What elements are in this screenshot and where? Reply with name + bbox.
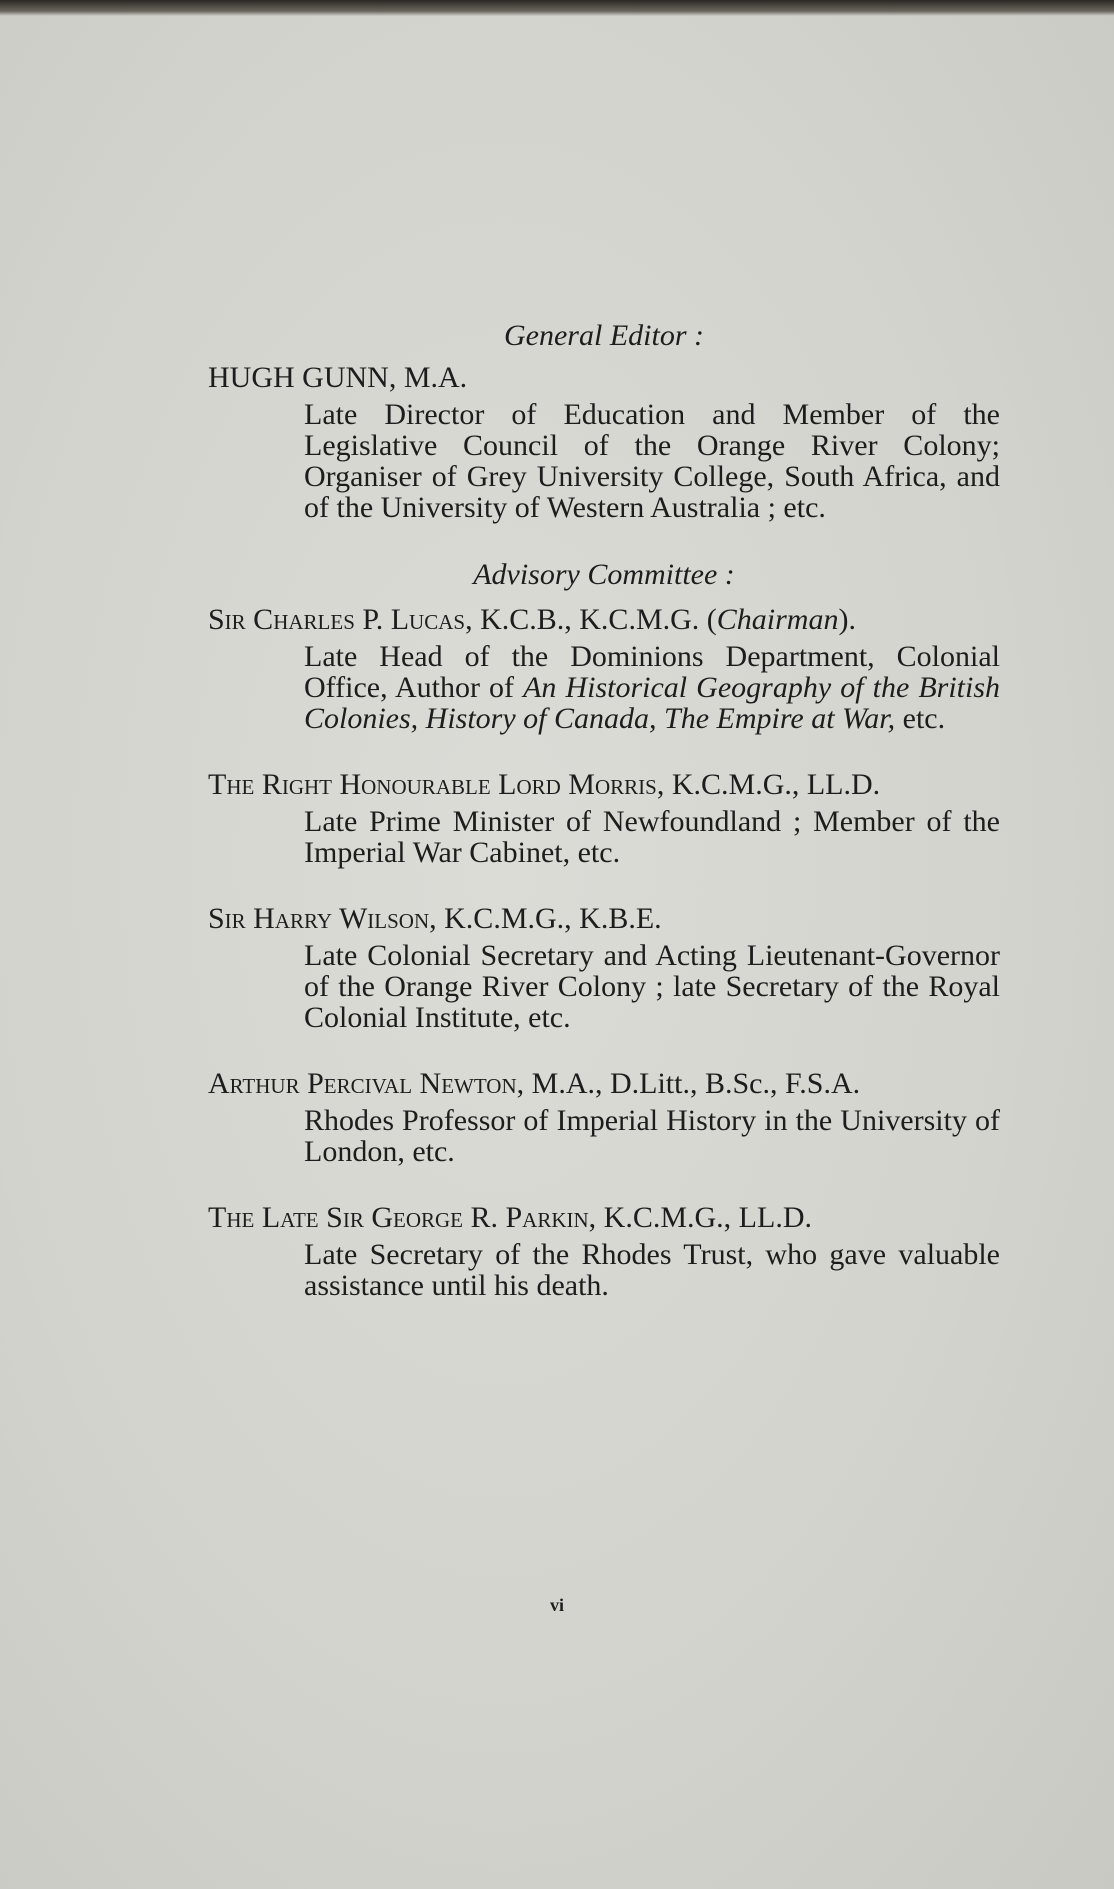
member-honours: K.C.M.G., K.B.E. — [444, 902, 662, 935]
committee-member-parkin — [208, 1202, 1000, 1301]
member-works: An Historical Geography of the British Colonies, History of Canada, The Empire at War, — [304, 671, 1000, 735]
member-description: Late Secretary of the Rhodes Trust, who gave valuable assistance until his death. — [304, 1238, 1000, 1302]
member-description: Rhodes Professor of Imperial History in the University of London, etc. — [304, 1104, 1000, 1168]
member-role: Chairman — [716, 603, 839, 636]
general-editor-heading: General Editor : — [504, 319, 704, 352]
general-editor-name: HUGH GUNN, M.A. — [208, 361, 468, 394]
member-name-line — [208, 604, 1000, 635]
general-editor-entry — [208, 362, 1000, 523]
member-role-open: ( — [706, 603, 717, 636]
member-name-line — [208, 903, 1000, 934]
member-name: The Late Sir George R. Parkin, — [208, 1201, 597, 1234]
member-honours: K.C.B., K.C.M.G. — [480, 603, 700, 636]
member-name-line — [208, 769, 1000, 800]
page-content — [208, 320, 1000, 1301]
member-name-line — [208, 1202, 1000, 1233]
member-name-line — [208, 1068, 1000, 1099]
member-honours: K.C.M.G., LL.D. — [603, 1201, 813, 1234]
committee-member-morris — [208, 769, 1000, 868]
page-top-edge — [0, 0, 1114, 16]
member-desc-outro: etc. — [902, 702, 946, 735]
member-description: Late Colonial Secretary and Acting Lieutenant-Governor of the Orange River Colony ; late Secretary of the Royal Colonial Institute, etc. — [304, 939, 1000, 1034]
member-name: The Right Honourable Lord Morris, — [208, 768, 665, 801]
committee-member-wilson — [208, 903, 1000, 1033]
committee-member-newton — [208, 1068, 1000, 1167]
member-role-close: ). — [838, 603, 856, 636]
member-name: Sir Harry Wilson, — [208, 902, 437, 935]
member-name: Sir Charles P. Lucas, — [208, 603, 473, 636]
page-number: vi — [549, 1595, 564, 1615]
member-name: Arthur Percival Newton, — [208, 1067, 525, 1100]
committee-member-lucas — [208, 604, 1000, 734]
general-editor-description: Late Director of Education and Member of the Legislative Council of the Orange River Colony; Organiser of Grey University College, South Africa, and of the University of Western Australia ; etc. — [304, 398, 1000, 524]
member-honours: K.C.M.G., LL.D. — [671, 768, 881, 801]
member-description — [304, 641, 1000, 734]
member-desc-intro: Late Head of the Dominions Department, Colonial Office, Author of — [304, 640, 1000, 704]
member-description: Late Prime Minister of Newfoundland ; Member of the Imperial War Cabinet, etc. — [304, 805, 1000, 869]
member-honours: M.A., D.Litt., B.Sc., F.S.A. — [531, 1067, 861, 1100]
advisory-committee-heading: Advisory Committee : — [473, 558, 735, 591]
